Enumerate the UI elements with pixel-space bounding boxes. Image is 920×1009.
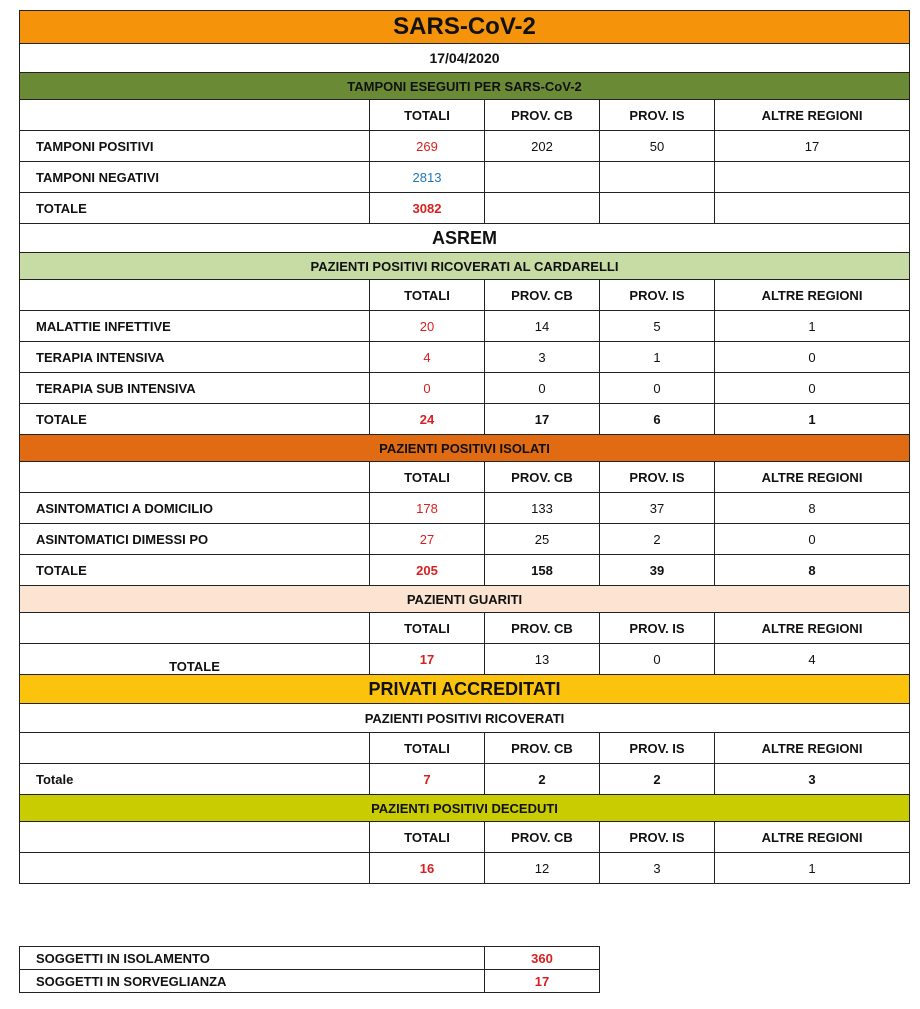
cell-totali: 3082 — [370, 193, 485, 224]
summary-label: SOGGETTI IN SORVEGLIANZA — [20, 970, 485, 993]
col-header-prov-is: PROV. IS — [600, 280, 715, 311]
summary-row — [20, 970, 600, 993]
cell-prov-is: 0 — [600, 373, 715, 404]
col-header-altre-regioni: ALTRE REGIONI — [715, 280, 910, 311]
cell-prov-is: 2 — [600, 524, 715, 555]
col-header-altre-regioni: ALTRE REGIONI — [715, 733, 910, 764]
cell-prov-cb: 158 — [485, 555, 600, 586]
summary-table — [19, 946, 600, 993]
table-row — [20, 162, 910, 193]
cell-altre: 3 — [715, 764, 910, 795]
cell-prov-is: 2 — [600, 764, 715, 795]
col-header-prov-is: PROV. IS — [600, 733, 715, 764]
cell-prov-is: 3 — [600, 853, 715, 884]
cell-totali: 20 — [370, 311, 485, 342]
table-row-total — [20, 404, 910, 435]
asrem-header: ASREM — [20, 224, 910, 253]
col-header-totali: TOTALI — [370, 100, 485, 131]
col-header-totali: TOTALI — [370, 462, 485, 493]
table-row — [20, 311, 910, 342]
table-row-total — [20, 644, 910, 675]
table-row — [20, 373, 910, 404]
row-label: TOTALE — [20, 644, 370, 675]
col-header-prov-cb: PROV. CB — [485, 613, 600, 644]
cell-prov-is: 50 — [600, 131, 715, 162]
cell-prov-is — [600, 193, 715, 224]
cell-prov-cb: 0 — [485, 373, 600, 404]
cell-prov-is: 5 — [600, 311, 715, 342]
isolati-section-header: PAZIENTI POSITIVI ISOLATI — [20, 435, 910, 462]
col-header-altre-regioni: ALTRE REGIONI — [715, 613, 910, 644]
guariti-column-headers — [20, 613, 910, 644]
row-label: TAMPONI NEGATIVI — [20, 162, 370, 193]
cell-altre: 1 — [715, 311, 910, 342]
report-date: 17/04/2020 — [20, 44, 910, 73]
row-label: MALATTIE INFETTIVE — [20, 311, 370, 342]
row-label — [20, 853, 370, 884]
report-title: SARS-CoV-2 — [20, 11, 910, 44]
cell-totali: 24 — [370, 404, 485, 435]
cell-altre: 8 — [715, 493, 910, 524]
cell-totali: 7 — [370, 764, 485, 795]
cell-prov-is: 6 — [600, 404, 715, 435]
table-row — [20, 131, 910, 162]
col-header-prov-cb: PROV. CB — [485, 822, 600, 853]
table-row-total — [20, 193, 910, 224]
row-label: Totale — [20, 764, 370, 795]
cell-prov-is: 0 — [600, 644, 715, 675]
cell-totali: 27 — [370, 524, 485, 555]
cell-altre: 1 — [715, 404, 910, 435]
col-header-prov-is: PROV. IS — [600, 613, 715, 644]
table-row — [20, 342, 910, 373]
cell-altre — [715, 162, 910, 193]
cell-prov-cb — [485, 162, 600, 193]
cell-prov-is — [600, 162, 715, 193]
col-header-prov-is: PROV. IS — [600, 822, 715, 853]
cell-altre — [715, 193, 910, 224]
tamponi-section-header: TAMPONI ESEGUITI PER SARS-CoV-2 — [20, 73, 910, 100]
cell-altre: 0 — [715, 373, 910, 404]
col-header-totali: TOTALI — [370, 822, 485, 853]
cell-prov-cb: 14 — [485, 311, 600, 342]
deceduti-section-header: PAZIENTI POSITIVI DECEDUTI — [20, 795, 910, 822]
col-header-prov-cb: PROV. CB — [485, 462, 600, 493]
cell-totali: 2813 — [370, 162, 485, 193]
cell-prov-is: 37 — [600, 493, 715, 524]
table-row-total — [20, 764, 910, 795]
cell-prov-cb: 202 — [485, 131, 600, 162]
covid-report-table — [19, 10, 910, 884]
cell-totali: 16 — [370, 853, 485, 884]
row-label: TOTALE — [20, 555, 370, 586]
cell-prov-cb: 12 — [485, 853, 600, 884]
row-label: TERAPIA INTENSIVA — [20, 342, 370, 373]
tamponi-column-headers — [20, 100, 910, 131]
summary-row — [20, 947, 600, 970]
cell-prov-cb: 3 — [485, 342, 600, 373]
col-header-prov-is: PROV. IS — [600, 100, 715, 131]
col-header-altre-regioni: ALTRE REGIONI — [715, 822, 910, 853]
row-label: TOTALE — [20, 193, 370, 224]
summary-value: 360 — [485, 947, 600, 970]
cell-altre: 4 — [715, 644, 910, 675]
col-header-totali: TOTALI — [370, 280, 485, 311]
cell-altre: 0 — [715, 342, 910, 373]
cell-altre: 1 — [715, 853, 910, 884]
row-label: ASINTOMATICI DIMESSI PO — [20, 524, 370, 555]
cell-altre: 8 — [715, 555, 910, 586]
cell-totali: 17 — [370, 644, 485, 675]
col-header-altre-regioni: ALTRE REGIONI — [715, 100, 910, 131]
ricoverati-column-headers — [20, 280, 910, 311]
col-header-totali: TOTALI — [370, 613, 485, 644]
summary-label: SOGGETTI IN ISOLAMENTO — [20, 947, 485, 970]
cell-prov-cb: 25 — [485, 524, 600, 555]
table-row-total — [20, 555, 910, 586]
col-header-altre-regioni: ALTRE REGIONI — [715, 462, 910, 493]
col-header-prov-cb: PROV. CB — [485, 280, 600, 311]
table-row — [20, 853, 910, 884]
cell-prov-is: 39 — [600, 555, 715, 586]
row-label: TERAPIA SUB INTENSIVA — [20, 373, 370, 404]
summary-value: 17 — [485, 970, 600, 993]
guariti-section-header: PAZIENTI GUARITI — [20, 586, 910, 613]
privati-section-header: PRIVATI ACCREDITATI — [20, 675, 910, 704]
isolati-column-headers — [20, 462, 910, 493]
cell-prov-is: 1 — [600, 342, 715, 373]
cell-prov-cb: 13 — [485, 644, 600, 675]
table-row — [20, 524, 910, 555]
cell-totali: 178 — [370, 493, 485, 524]
ricoverati-section-header: PAZIENTI POSITIVI RICOVERATI AL CARDARELLI — [20, 253, 910, 280]
cell-prov-cb: 17 — [485, 404, 600, 435]
privati-subheader: PAZIENTI POSITIVI RICOVERATI — [20, 704, 910, 733]
col-header-prov-cb: PROV. CB — [485, 733, 600, 764]
deceduti-column-headers — [20, 822, 910, 853]
cell-altre: 0 — [715, 524, 910, 555]
cell-totali: 269 — [370, 131, 485, 162]
row-label: ASINTOMATICI A DOMICILIO — [20, 493, 370, 524]
row-label: TAMPONI POSITIVI — [20, 131, 370, 162]
table-row — [20, 493, 910, 524]
cell-prov-cb: 133 — [485, 493, 600, 524]
cell-totali: 0 — [370, 373, 485, 404]
cell-totali: 4 — [370, 342, 485, 373]
cell-totali: 205 — [370, 555, 485, 586]
privati-column-headers — [20, 733, 910, 764]
col-header-prov-is: PROV. IS — [600, 462, 715, 493]
cell-prov-cb: 2 — [485, 764, 600, 795]
col-header-totali: TOTALI — [370, 733, 485, 764]
col-header-prov-cb: PROV. CB — [485, 100, 600, 131]
cell-prov-cb — [485, 193, 600, 224]
cell-altre: 17 — [715, 131, 910, 162]
row-label: TOTALE — [20, 404, 370, 435]
